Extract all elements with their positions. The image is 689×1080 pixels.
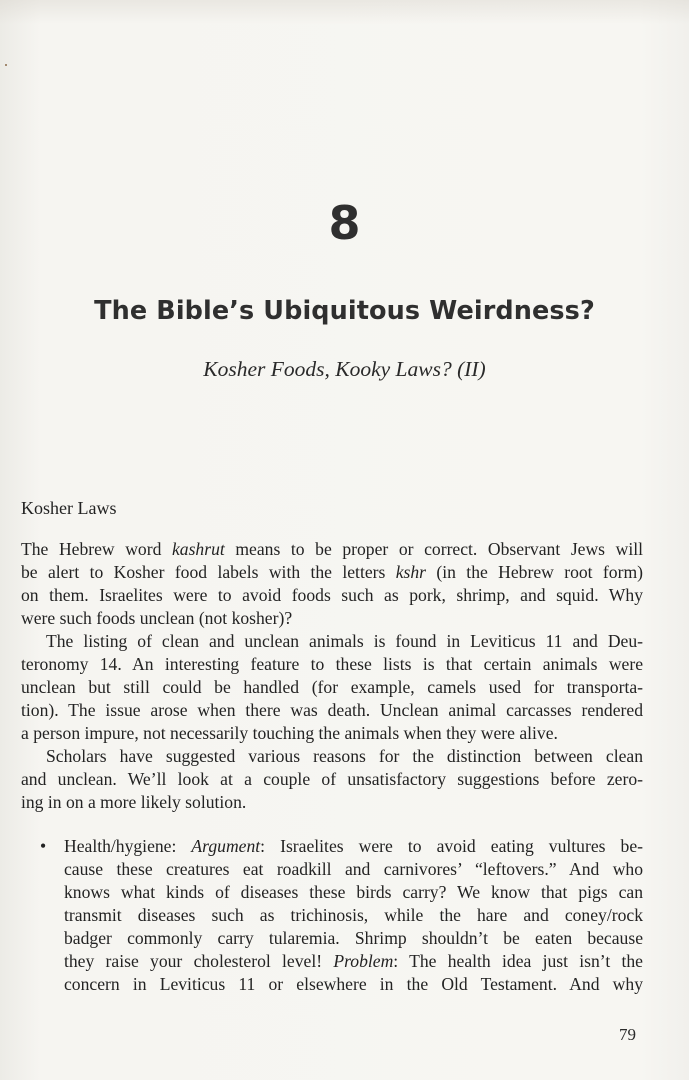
page-number: 79 [619, 1025, 636, 1044]
previous-page-bleed [0, 0, 689, 24]
bullet-line: transmit diseases such as trichinosis, while the hare and coney/rock [64, 905, 643, 925]
bullet-line: cause these creatures eat roadkill and carnivores’ “leftovers.” And who [64, 859, 643, 879]
paragraph-line: and unclean. We’ll look at a couple of unsatisfactory suggestions before zero- [21, 769, 643, 789]
bullet-line: badger commonly carry tularemia. Shrimp shouldn’t be eaten because [64, 928, 643, 948]
chapter-subtitle: Kosher Foods, Kooky Laws? (II) [203, 357, 486, 381]
paragraph-line: unclean but still could be handled (for example, camels used for transporta- [21, 677, 643, 697]
bullet-line: knows what kinds of diseases these birds carry? We know that pigs can [64, 882, 643, 902]
paragraph-line: be alert to Kosher food labels with the letters kshr (in the Hebrew root form) [21, 562, 643, 582]
chapter-number: 8 [328, 196, 361, 250]
paragraph-line: on them. Israelites were to avoid foods such as pork, shrimp, and squid. Why [21, 585, 643, 605]
paragraph-line: Scholars have suggested various reasons for the distinction between clean [46, 746, 643, 766]
paper-speck [5, 64, 7, 66]
chapter-title: The Bible’s Ubiquitous Weirdness? [94, 296, 595, 326]
paragraph-line: were such foods unclean (not kosher)? [21, 608, 293, 628]
bullet-line: Health/hygiene: Argument: Israelites were to avoid eating vultures be- [64, 836, 643, 856]
paragraph-line: tion). The issue arose when there was death. Unclean animal carcasses rendered [21, 700, 643, 720]
paragraph-line: ing in on a more likely solution. [21, 792, 247, 812]
bullet-marker: • [40, 836, 47, 856]
paragraph-line: The listing of clean and unclean animals is found in Leviticus 11 and Deu- [46, 631, 643, 651]
paragraph-line: teronomy 14. An interesting feature to these lists is that certain animals were [21, 654, 643, 674]
section-heading: Kosher Laws [21, 498, 117, 518]
bullet-line: concern in Leviticus 11 or elsewhere in the Old Testament. And why [64, 974, 643, 994]
bullet-line: they raise your cholesterol level! Problem: The health idea just isn’t the [64, 951, 643, 971]
paragraph-line: The Hebrew word kashrut means to be proper or correct. Observant Jews will [21, 539, 643, 559]
paragraph-line: a person impure, not necessarily touching the animals when they were alive. [21, 723, 558, 743]
